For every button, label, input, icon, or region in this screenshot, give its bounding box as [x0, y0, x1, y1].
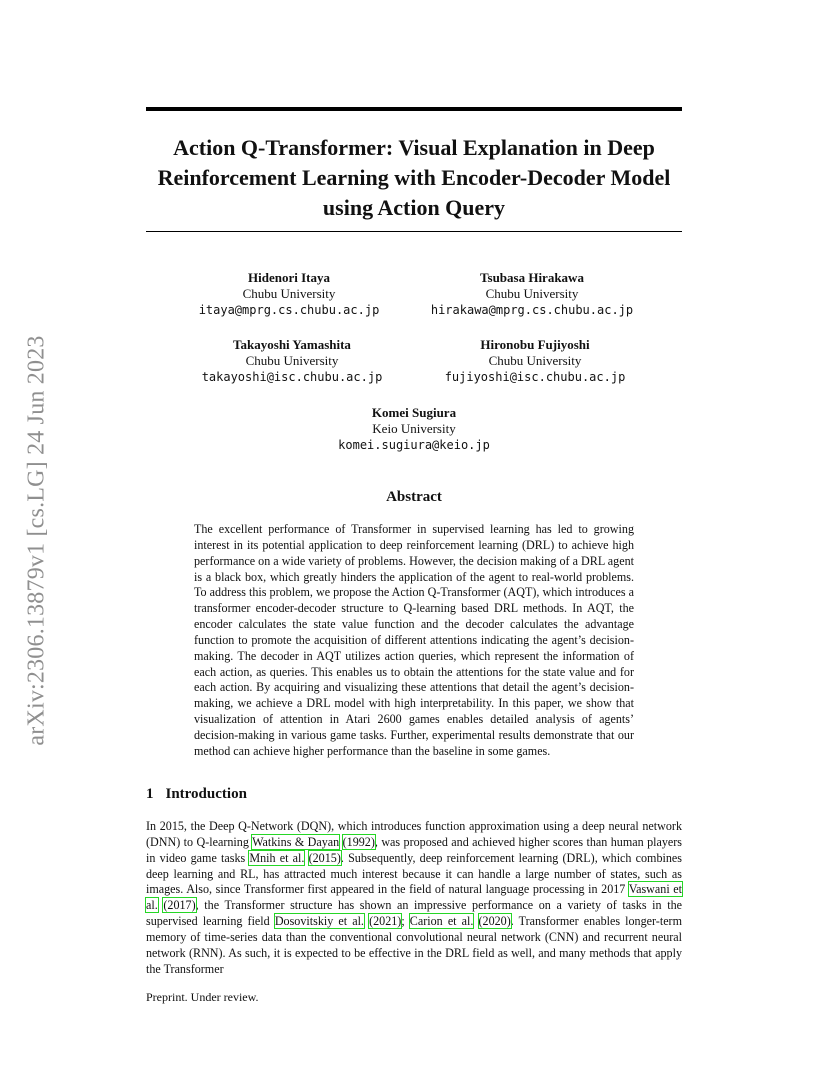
author-name: Hidenori Itaya — [248, 270, 330, 285]
author-affiliation: Chubu University — [242, 286, 336, 301]
author-name: Komei Sugiura — [371, 405, 457, 420]
citation-link[interactable]: (2021) — [369, 914, 402, 929]
title-top-rule — [146, 107, 682, 111]
body-text — [473, 914, 478, 928]
author-block — [162, 337, 422, 385]
abstract-heading: Abstract — [386, 489, 442, 505]
author-block — [405, 337, 665, 385]
author-block — [284, 405, 544, 453]
citation-link[interactable]: Watkins & Dayan — [252, 834, 340, 849]
author-affiliation: Chubu University — [485, 286, 579, 301]
body-text: , was proposed and achieved higher scores than human players in video game tasks — [146, 834, 682, 865]
body-text: . Subsequently, deep reinforcement learning (DRL), which combines deep learning and RL, has attracted much interest because it can handle a large number of states, such as images. Also, since Transformer first appeared in the field of natural language processing in 2017 — [146, 850, 682, 897]
citation-link[interactable]: (2015) — [308, 850, 341, 865]
author-name: Hironobu Fujiyoshi — [480, 337, 590, 352]
arxiv-identifier-stamp — [20, 300, 54, 780]
body-text — [304, 851, 308, 865]
author-email[interactable]: takayoshi@isc.chubu.ac.jp — [201, 370, 383, 384]
author-affiliation: Chubu University — [245, 353, 339, 368]
footer-note: Preprint. Under review. — [146, 990, 259, 1004]
citation-link[interactable]: (1992) — [342, 834, 375, 849]
citation-link[interactable]: (2020) — [478, 914, 511, 929]
section-title: Introduction — [165, 786, 247, 802]
title-bottom-rule — [146, 231, 682, 232]
author-name: Tsubasa Hirakawa — [480, 270, 584, 285]
author-block — [159, 270, 419, 318]
author-affiliation: Chubu University — [488, 353, 582, 368]
author-email[interactable]: hirakawa@mprg.cs.chubu.ac.jp — [430, 303, 634, 317]
body-text: . Transformer enables longer-term memory of time-series data than the conventional convolutional neural network (CNN) and recurrent neural network (RNN). As such, it is expected to be effective in the DRL field as well, and many methods that apply the Transformer — [146, 914, 682, 976]
section-heading-introduction — [146, 786, 247, 803]
body-text: In 2015, the Deep Q-Network (DQN), which introduces function approximation using a deep neural network (DNN) to Q-learning — [146, 819, 682, 849]
abstract-text: The excellent performance of Transformer in supervised learning has led to growing interest in its potential application to deep reinforcement learning (DRL) to achieve high performance on a wide variety of problems. However, the decision making of a DRL agent is a black box, which greatly hinders the application of the agent to real-world problems. To address this problem, we propose the Action Q-Transformer (AQT), which introduces a transformer encoder-decoder structure to Q-learning based DRL methods. In AQT, the encoder calculates the state value function and the decoder calculates the advantage function to promote the acquisition of different attentions indicating the agent’s decision-making. The decoder in AQT utilizes action queries, which represent the information of each action, as queries. This enables us to obtain the attentions for the state value and for each action. By acquiring and visualizing these attentions that detail the agent’s decision-making, we achieve a DRL model with high interpretability. In this paper, we show that visualization of attention in Atari 2600 games enables detailed analysis of agents’ decision-making in various game tasks. Further, experimental results demonstrate that our method can achieve higher performance than the baseline in some games. — [194, 522, 634, 758]
citation-link[interactable]: Dosovitskiy et al. — [274, 914, 364, 929]
author-block — [402, 270, 662, 318]
citation-link[interactable]: (2017) — [163, 898, 196, 913]
citation-link[interactable]: Carion et al. — [409, 914, 474, 929]
author-name: Takayoshi Yamashita — [233, 337, 351, 352]
body-text: , the Transformer structure has shown an impressive performance on a variety of tasks in the supervised learning field — [146, 898, 682, 929]
author-affiliation: Keio University — [372, 421, 456, 436]
body-text: ; — [401, 914, 410, 929]
paper-title: Action Q-Transformer: Visual Explanation in Deep Reinforcement Learning with Encoder-Decoder Model using Action Query — [157, 135, 671, 220]
author-email[interactable]: fujiyoshi@isc.chubu.ac.jp — [444, 370, 626, 384]
arxiv-identifier: arXiv:2306.13879v1 [cs.LG] 24 Jun 2023 — [23, 334, 50, 746]
citation-link[interactable]: Mnih et al. — [249, 850, 305, 865]
citation-link[interactable]: Vaswani et al. — [146, 882, 683, 913]
introduction-paragraph — [146, 819, 682, 977]
author-email[interactable]: komei.sugiura@keio.jp — [338, 438, 490, 452]
section-number: 1 — [146, 786, 154, 802]
author-email[interactable]: itaya@mprg.cs.chubu.ac.jp — [198, 303, 380, 317]
